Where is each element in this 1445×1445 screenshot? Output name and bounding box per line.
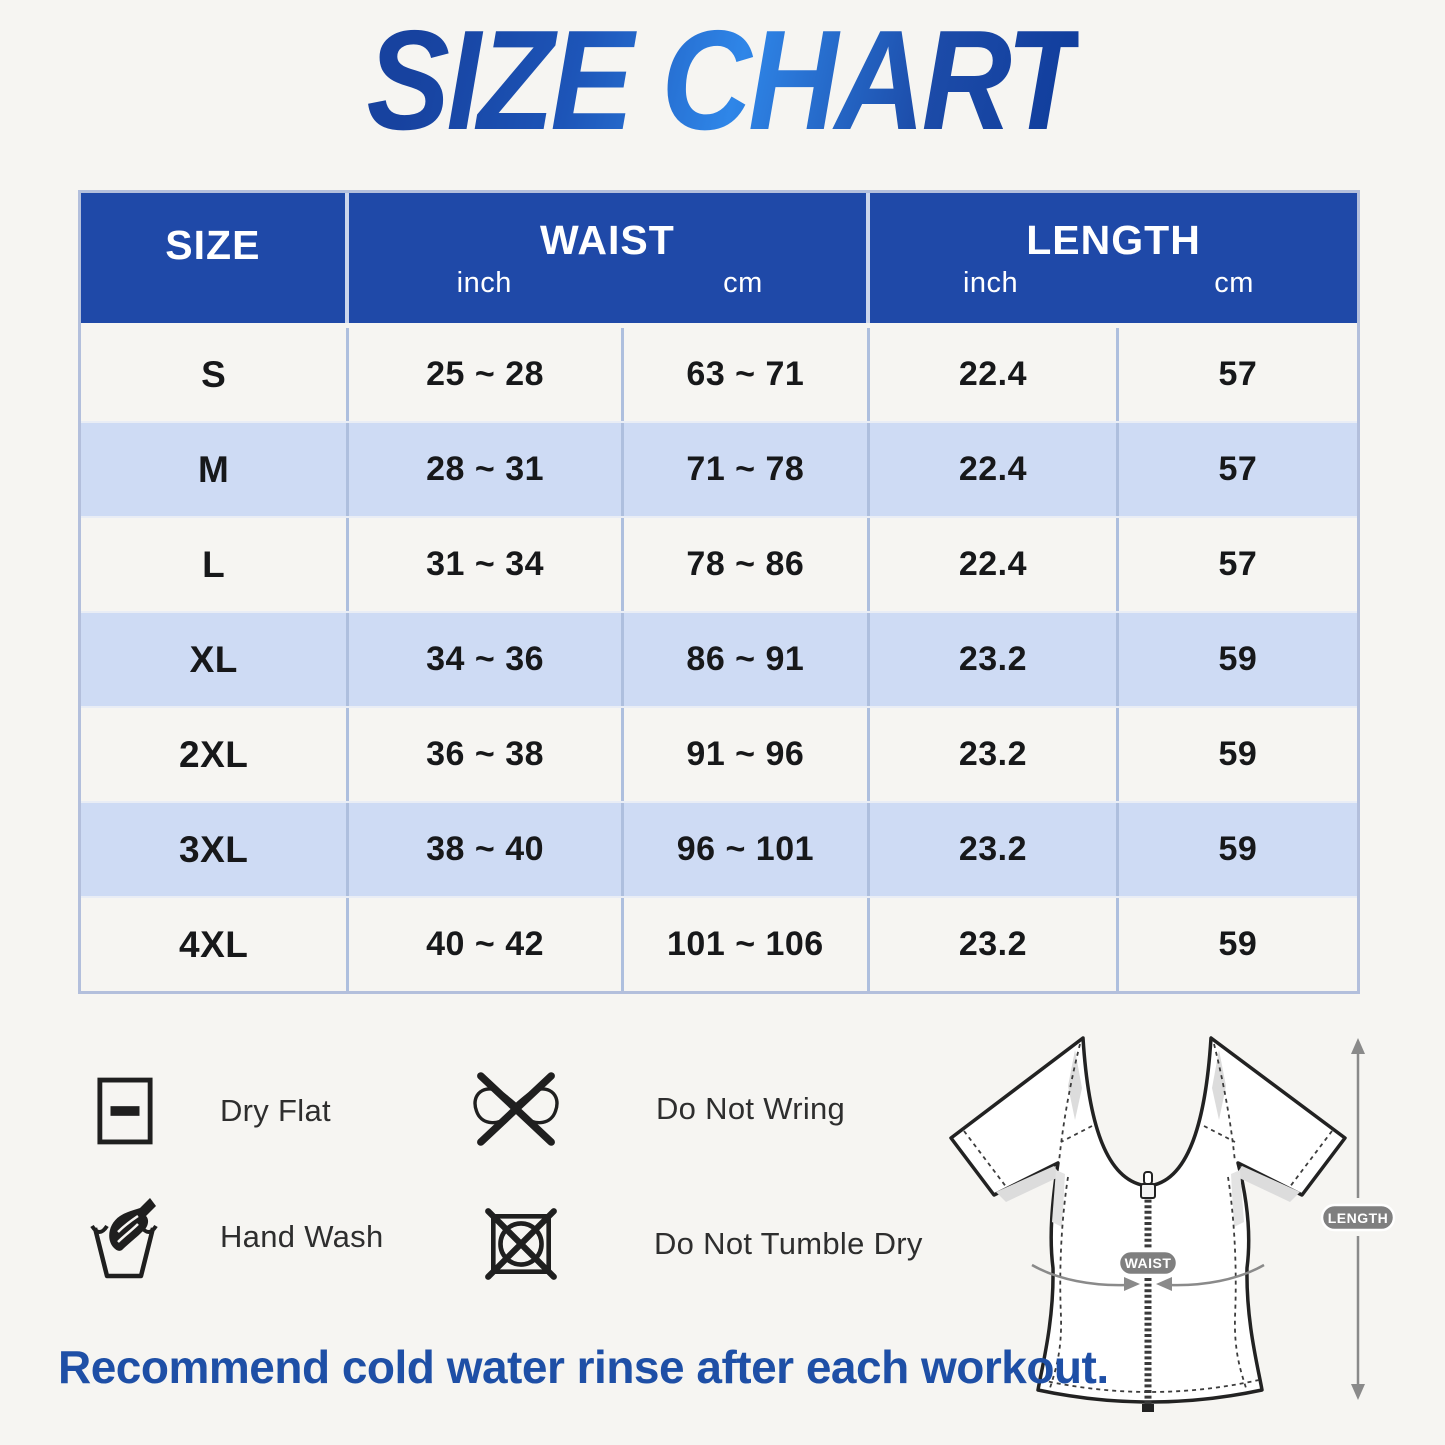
waist-cm-cell: 91 ~ 96	[621, 708, 867, 801]
table-row	[81, 706, 1357, 801]
size-cell: L	[202, 543, 226, 585]
waist-cm-cell: 101 ~ 106	[621, 898, 867, 991]
table-row	[81, 516, 1357, 611]
header-waist	[349, 193, 866, 323]
care-label: Hand Wash	[220, 1219, 384, 1254]
waist-inch-cell: 40 ~ 42	[346, 898, 620, 991]
waist-inch-cell: 31 ~ 34	[346, 518, 620, 611]
care-label: Dry Flat	[220, 1093, 331, 1128]
waist-cm-cell: 71 ~ 78	[621, 423, 867, 516]
length-badge-label: LENGTH	[1327, 1210, 1389, 1226]
header-waist-label: WAIST	[539, 216, 675, 263]
length-inch-unit: inch	[962, 266, 1019, 299]
table-row	[81, 421, 1357, 516]
care-label: Do Not Tumble Dry	[654, 1226, 923, 1261]
length-cm-cell: 59	[1116, 613, 1357, 706]
table-header	[81, 193, 1357, 323]
length-inch-cell: 22.4	[867, 423, 1116, 516]
length-inch-cell: 23.2	[867, 613, 1116, 706]
header-size	[81, 193, 345, 323]
size-cell: 3XL	[179, 828, 249, 870]
care-item-dry-flat	[96, 1076, 331, 1146]
length-inch-cell: 23.2	[867, 803, 1116, 896]
care-item-hand-wash	[88, 1192, 384, 1282]
length-cm-cell: 57	[1116, 328, 1357, 421]
header-length-units	[870, 267, 1357, 300]
waist-badge-label: WAIST	[1124, 1255, 1172, 1271]
length-cm-cell: 59	[1116, 803, 1357, 896]
page-title: SIZE CHART	[366, 1, 1079, 160]
table-row	[81, 611, 1357, 706]
size-cell: XL	[189, 638, 238, 680]
length-inch-cell: 23.2	[867, 708, 1116, 801]
length-inch-cell: 22.4	[867, 328, 1116, 421]
waist-inch-cell: 34 ~ 36	[346, 613, 620, 706]
do-not-wring-icon	[468, 1068, 564, 1150]
waist-cm-cell: 96 ~ 101	[621, 803, 867, 896]
table-row	[81, 801, 1357, 896]
waist-inch-cell: 28 ~ 31	[346, 423, 620, 516]
care-item-do-not-wring	[468, 1068, 845, 1150]
hand-wash-icon	[88, 1192, 160, 1282]
table-body	[81, 323, 1357, 991]
length-inch-cell: 23.2	[867, 898, 1116, 991]
length-cm-unit: cm	[1214, 266, 1254, 299]
length-cm-cell: 57	[1116, 518, 1357, 611]
title-wrap	[0, 1, 1445, 160]
size-cell: M	[198, 448, 230, 490]
header-waist-units	[349, 267, 866, 300]
waist-cm-cell: 78 ~ 86	[621, 518, 867, 611]
waist-inch-unit: inch	[456, 266, 512, 299]
waist-inch-cell: 38 ~ 40	[346, 803, 620, 896]
size-cell: 4XL	[179, 923, 249, 965]
do-not-tumble-dry-icon	[482, 1204, 560, 1284]
header-length	[870, 193, 1357, 323]
size-table	[78, 190, 1360, 994]
length-cm-cell: 59	[1116, 898, 1357, 991]
length-cm-cell: 59	[1116, 708, 1357, 801]
waist-inch-cell: 36 ~ 38	[346, 708, 620, 801]
waist-cm-unit: cm	[723, 266, 763, 299]
waist-cm-cell: 63 ~ 71	[621, 328, 867, 421]
header-size-label: SIZE	[165, 221, 261, 268]
size-cell: 2XL	[179, 733, 249, 775]
table-row	[81, 896, 1357, 991]
length-cm-cell: 57	[1116, 423, 1357, 516]
care-label: Do Not Wring	[656, 1091, 846, 1126]
table-row	[81, 328, 1357, 421]
header-length-label: LENGTH	[1026, 216, 1201, 263]
size-cell: S	[201, 353, 227, 395]
waist-cm-cell: 86 ~ 91	[621, 613, 867, 706]
care-item-do-not-tumble-dry	[482, 1204, 923, 1284]
dry-flat-icon	[96, 1076, 154, 1146]
footer-note: Recommend cold water rinse after each workout.	[58, 1341, 1109, 1393]
length-inch-cell: 22.4	[867, 518, 1116, 611]
waist-inch-cell: 25 ~ 28	[346, 328, 620, 421]
